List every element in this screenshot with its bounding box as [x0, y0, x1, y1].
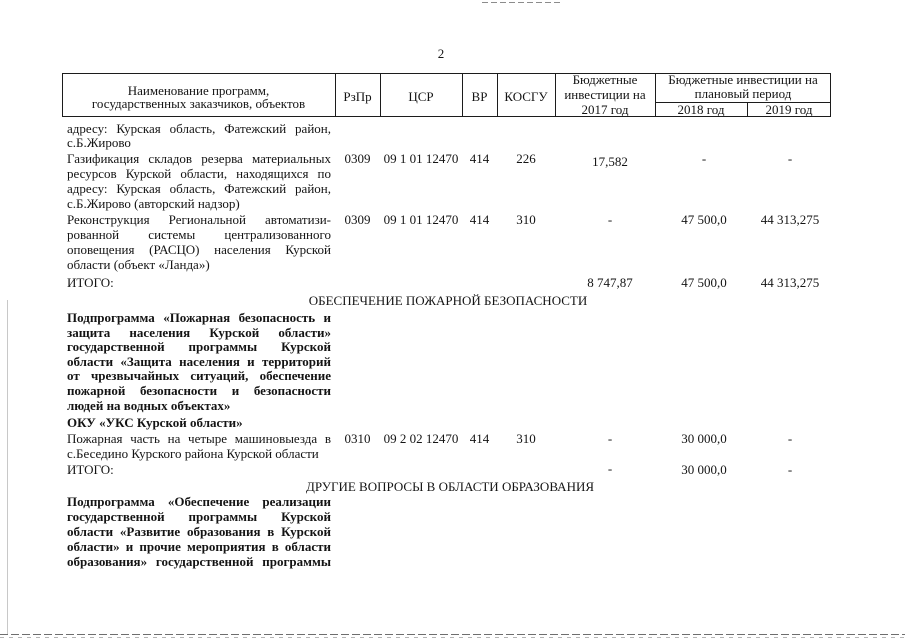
total-label: ИТОГО: — [67, 462, 114, 477]
row-name-line: Реконструкция Региональной автоматизи- — [67, 212, 331, 227]
header-rzpr: РзПр — [343, 89, 372, 104]
subprogram-line: области «Защита населения и территорий — [67, 354, 331, 369]
row-name-line: рованной системы централизованного — [67, 227, 331, 242]
section-title: ДРУГИЕ ВОПРОСЫ В ОБЛАСТИ ОБРАЗОВАНИЯ — [305, 479, 595, 494]
header-investments-2017: 2017 год — [581, 102, 629, 117]
scan-artifact-left-edge — [7, 300, 8, 634]
investment-2017-cell: 8 747,87 — [587, 275, 633, 290]
subprogram-line: государственной программы Курской — [67, 339, 331, 354]
investment-2017-cell: - — [607, 431, 613, 446]
scan-artifact-bottom — [0, 634, 905, 635]
rzpr-cell: 0310 — [344, 431, 371, 446]
csr-cell: 09 1 01 12470 — [383, 212, 459, 227]
subprogram-line: образования» государственной программы — [67, 554, 331, 569]
row-name-line: адресу: Курская область, Фатежский район, — [67, 181, 331, 196]
kosgu-cell: 310 — [516, 212, 536, 227]
investment-2019-cell: - — [787, 151, 793, 166]
subprogram-line: Подпрограмма «Обеспечение реализации — [67, 494, 331, 509]
row-name-line: оповещения (РАСЦО) населения Курской — [67, 242, 331, 257]
header-investments-2017: инвестиции на — [564, 87, 646, 102]
investment-2017-cell: 17,582 — [592, 154, 628, 169]
header-csr: ЦСР — [408, 89, 434, 104]
investment-2018-cell: - — [701, 151, 707, 166]
vr-cell: 414 — [469, 151, 490, 166]
rzpr-cell: 0309 — [344, 212, 371, 227]
row-name-line: области (объект «Ланда») — [67, 257, 210, 272]
investment-2019-cell: - — [787, 462, 793, 477]
subprogram-line: Подпрограмма «Пожарная безопасность и — [67, 310, 331, 325]
header-name-column: Наименование программ, — [127, 83, 270, 98]
header-investments-planned: плановый период — [694, 86, 792, 101]
total-label: ИТОГО: — [67, 275, 114, 290]
csr-cell: 09 1 01 12470 — [383, 151, 459, 166]
header-kosgu: КОСГУ — [504, 89, 548, 104]
investment-2018-cell: 30 000,0 — [681, 462, 727, 477]
row-name-line: с.Беседино Курского района Курской области — [67, 446, 319, 461]
investment-2019-cell: 44 313,275 — [760, 275, 820, 290]
investment-2018-cell: 47 500,0 — [681, 212, 727, 227]
vr-cell: 414 — [469, 431, 490, 446]
scan-artifact-top — [482, 2, 562, 3]
scan-artifact-bottom-faint — [0, 637, 905, 638]
header-name-column: государственных заказчиков, объектов — [91, 96, 306, 111]
vr-cell: 414 — [469, 212, 490, 227]
row-name-line: ресурсов Курской области, находящихся по — [67, 166, 331, 181]
kosgu-cell: 310 — [516, 431, 536, 446]
subprogram-line: от чрезвычайных ситуаций, обеспечение — [67, 368, 331, 383]
page-number: 2 — [437, 46, 445, 61]
row-name-line: с.Б.Жирово — [67, 135, 131, 150]
subprogram-line: области «Развитие образования в Курской — [67, 524, 331, 539]
header-year-2018: 2018 год — [677, 102, 725, 117]
subprogram-line: людей на водных объектах» — [67, 398, 231, 413]
investment-2018-cell: 47 500,0 — [681, 275, 727, 290]
investment-2017-cell: - — [607, 461, 613, 476]
header-vr: ВР — [471, 89, 488, 104]
investment-2018-cell: 30 000,0 — [681, 431, 727, 446]
rzpr-cell: 0309 — [344, 151, 371, 166]
header-year-2019: 2019 год — [765, 102, 813, 117]
kosgu-cell: 226 — [516, 151, 536, 166]
subprogram-line: государственной программы Курской — [67, 509, 331, 524]
header-investments-2017: Бюджетные — [572, 72, 638, 87]
investment-2017-cell: - — [607, 212, 613, 227]
csr-cell: 09 2 02 12470 — [383, 431, 459, 446]
investment-2019-cell: 44 313,275 — [760, 212, 820, 227]
row-name-line: с.Б.Жирово (авторский надзор) — [67, 196, 240, 211]
customer-heading: ОКУ «УКС Курской области» — [67, 415, 243, 430]
row-name-line: адресу: Курская область, Фатежский район, — [67, 121, 331, 136]
subprogram-line: пожарной безопасности и безопасности — [67, 383, 331, 398]
section-title: ОБЕСПЕЧЕНИЕ ПОЖАРНОЙ БЕЗОПАСНОСТИ — [308, 293, 588, 308]
subprogram-line: области» и прочие мероприятия в области — [67, 539, 331, 554]
header-investments-planned: Бюджетные инвестиции на — [668, 72, 818, 87]
investment-2019-cell: - — [787, 431, 793, 446]
subprogram-line: защита населения Курской области» — [67, 325, 331, 340]
row-name-line: Пожарная часть на четыре машиновыезда в — [67, 431, 331, 446]
row-name-line: Газификация складов резерва материальных — [67, 151, 331, 166]
